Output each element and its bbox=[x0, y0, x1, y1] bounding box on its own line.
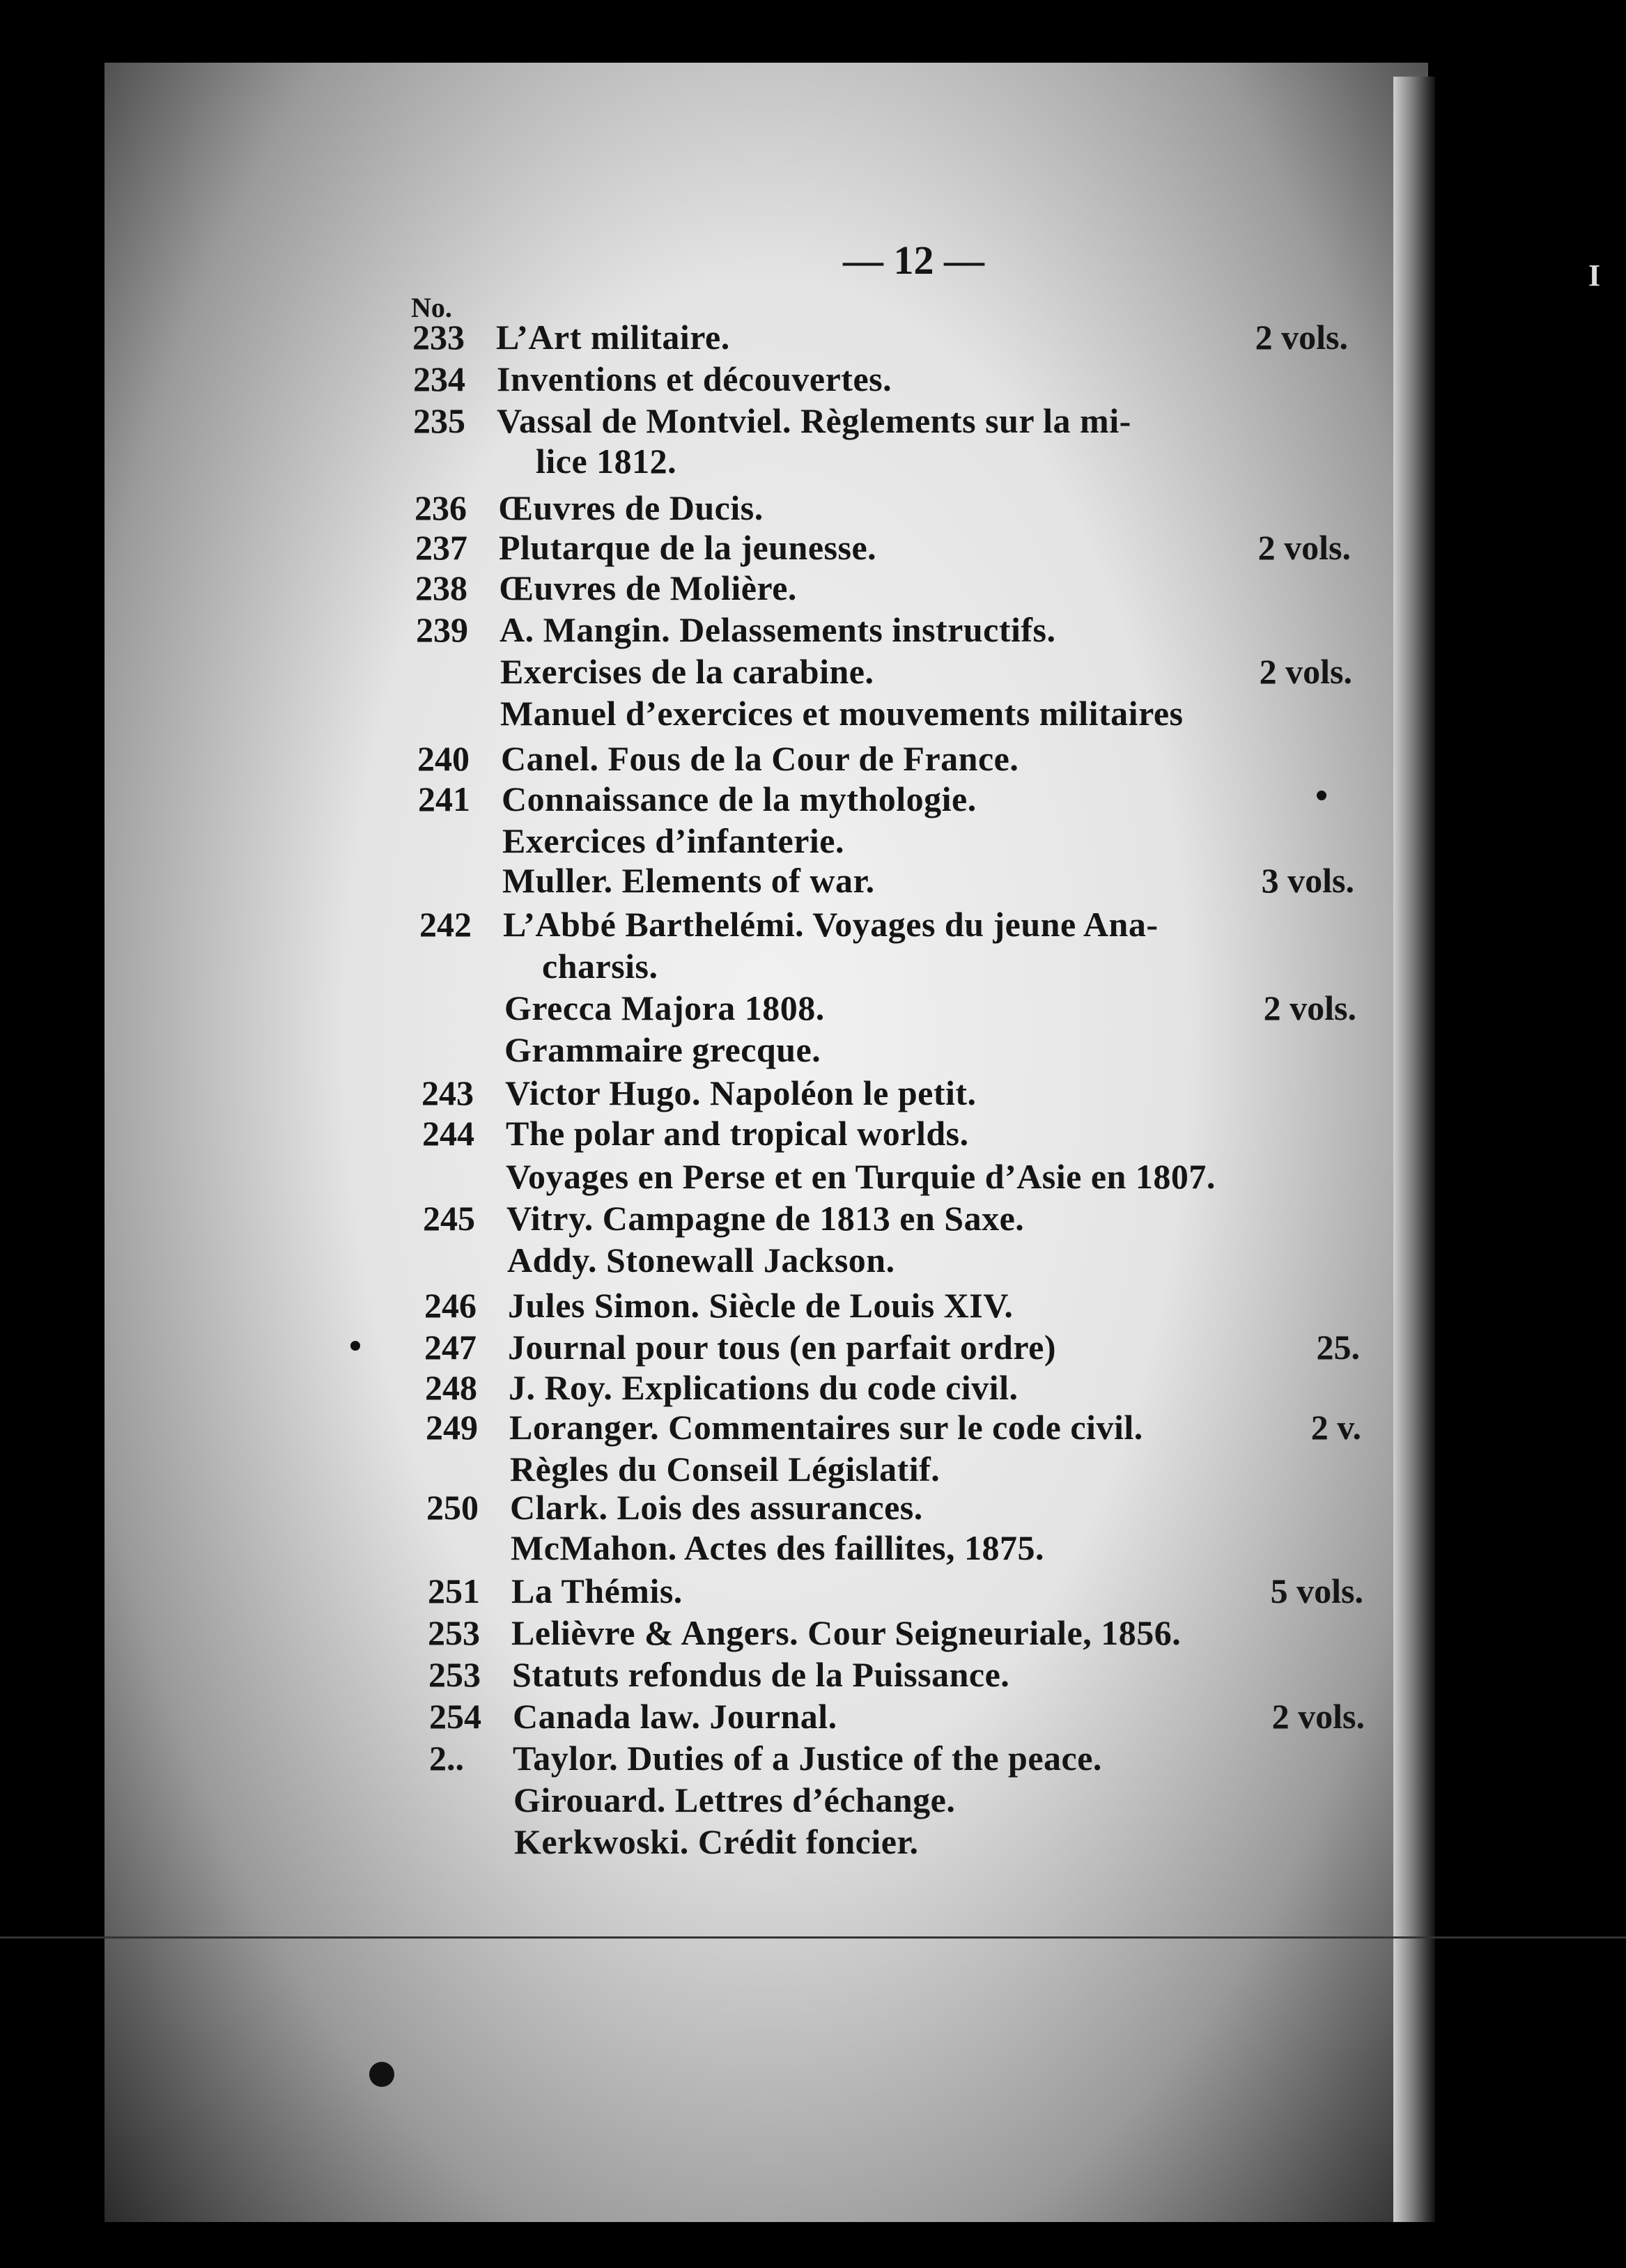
entry-volumes: 2 vols. bbox=[1263, 988, 1356, 1027]
entry-number: 235 bbox=[413, 401, 465, 440]
entry-number: 237 bbox=[415, 528, 467, 567]
entry-text: Clark. Lois des assurances. bbox=[510, 1488, 923, 1527]
entry-text: McMahon. Actes des faillites, 1875. bbox=[511, 1528, 1045, 1567]
entry-text: L’Art militaire. bbox=[496, 318, 730, 357]
entry-number: 253 bbox=[428, 1655, 481, 1694]
entry-text: Loranger. Commentaires sur le code civil. bbox=[509, 1408, 1143, 1447]
entry-number: 245 bbox=[423, 1199, 475, 1238]
entry-text: Muller. Elements of war. bbox=[502, 861, 875, 900]
entry-text: Vitry. Campagne de 1813 en Saxe. bbox=[506, 1199, 1025, 1238]
entry-text: Œuvres de Molière. bbox=[499, 568, 797, 607]
entry-number: 234 bbox=[413, 359, 465, 398]
ink-speck bbox=[350, 1341, 360, 1351]
page-number: — 12 — bbox=[843, 238, 984, 283]
entry-number: 250 bbox=[426, 1488, 479, 1527]
ink-blot bbox=[369, 2062, 394, 2087]
entry-volumes: 2 vols. bbox=[1259, 652, 1352, 691]
entry-text: Journal pour tous (en parfait ordre) bbox=[508, 1328, 1056, 1367]
entry-text: Taylor. Duties of a Justice of the peace. bbox=[513, 1739, 1102, 1778]
entry-number: 247 bbox=[424, 1328, 477, 1367]
entry-text: Statuts refondus de la Puissance. bbox=[512, 1655, 1010, 1694]
entry-number: 2.. bbox=[429, 1739, 464, 1778]
entry-text: charsis. bbox=[542, 947, 658, 986]
entry-number: 251 bbox=[428, 1571, 480, 1610]
entry-number: 236 bbox=[415, 488, 467, 527]
entry-number: 254 bbox=[429, 1697, 481, 1736]
entry-number: 238 bbox=[415, 568, 467, 607]
entry-volumes: 2 vols. bbox=[1255, 318, 1348, 357]
entry-text: lice 1812. bbox=[536, 442, 677, 481]
entry-number: 242 bbox=[419, 905, 472, 944]
entry-text: Canada law. Journal. bbox=[513, 1697, 837, 1736]
entry-text: J. Roy. Explications du code civil. bbox=[509, 1368, 1019, 1407]
entry-number: 243 bbox=[421, 1073, 474, 1112]
entry-number: 240 bbox=[417, 739, 470, 778]
entry-number: 239 bbox=[416, 610, 468, 649]
entry-text: Kerkwoski. Crédit foncier. bbox=[514, 1822, 919, 1861]
entry-text: Plutarque de la jeunesse. bbox=[499, 528, 877, 567]
entry-text: Lelièvre & Angers. Cour Seigneuriale, 1856. bbox=[511, 1613, 1182, 1652]
entry-text: Grammaire grecque. bbox=[504, 1030, 821, 1069]
entry-number: 241 bbox=[418, 779, 470, 818]
entry-text: Exercices d’infanterie. bbox=[502, 821, 844, 860]
entry-volumes: 2 vols. bbox=[1271, 1697, 1365, 1736]
entry-text: Grecca Majora 1808. bbox=[504, 988, 825, 1027]
entry-volumes: 3 vols. bbox=[1261, 861, 1354, 900]
entry-volumes: 5 vols. bbox=[1270, 1571, 1363, 1610]
entry-text: Vassal de Montviel. Règlements sur la mi- bbox=[497, 401, 1131, 440]
entry-volumes: 2 v. bbox=[1310, 1408, 1361, 1447]
entry-text: Œuvres de Ducis. bbox=[498, 488, 764, 527]
edge-mark: I bbox=[1588, 258, 1601, 293]
entry-number: 248 bbox=[425, 1368, 477, 1407]
entry-text: Inventions et découvertes. bbox=[497, 359, 892, 398]
entry-text: Jules Simon. Siècle de Louis XIV. bbox=[508, 1286, 1014, 1325]
entry-text: The polar and tropical worlds. bbox=[506, 1114, 969, 1153]
entry-number: 253 bbox=[428, 1613, 480, 1652]
page-spine bbox=[1393, 77, 1435, 2222]
entry-text: Connaissance de la mythologie. bbox=[502, 779, 977, 818]
entry-number: 233 bbox=[412, 318, 465, 357]
entry-text: Manuel d’exercices et mouvements militaires bbox=[500, 694, 1184, 733]
entry-text: Victor Hugo. Napoléon le petit. bbox=[505, 1073, 977, 1112]
entry-text: A. Mangin. Delassements instructifs. bbox=[500, 610, 1056, 649]
entry-text: Addy. Stonewall Jackson. bbox=[507, 1241, 895, 1280]
entry-text: L’Abbé Barthelémi. Voyages du jeune Ana- bbox=[503, 905, 1159, 944]
ink-speck bbox=[1317, 791, 1326, 800]
entry-volumes: 25. bbox=[1316, 1328, 1360, 1367]
entry-text: La Thémis. bbox=[511, 1571, 683, 1610]
entry-number: 246 bbox=[424, 1286, 477, 1325]
column-header: No. bbox=[411, 292, 452, 323]
entry-text: Girouard. Lettres d’échange. bbox=[513, 1780, 956, 1819]
entry-text: Règles du Conseil Législatif. bbox=[510, 1450, 940, 1489]
bottom-rule bbox=[0, 1936, 1626, 1939]
entry-number: 249 bbox=[426, 1408, 478, 1447]
entry-text: Voyages en Perse et en Turquie d’Asie en 1807. bbox=[506, 1157, 1216, 1196]
entry-volumes: 2 vols. bbox=[1257, 528, 1351, 567]
entry-number: 244 bbox=[422, 1114, 474, 1153]
entry-text: Canel. Fous de la Cour de France. bbox=[501, 739, 1019, 778]
entry-text: Exercises de la carabine. bbox=[500, 652, 874, 691]
